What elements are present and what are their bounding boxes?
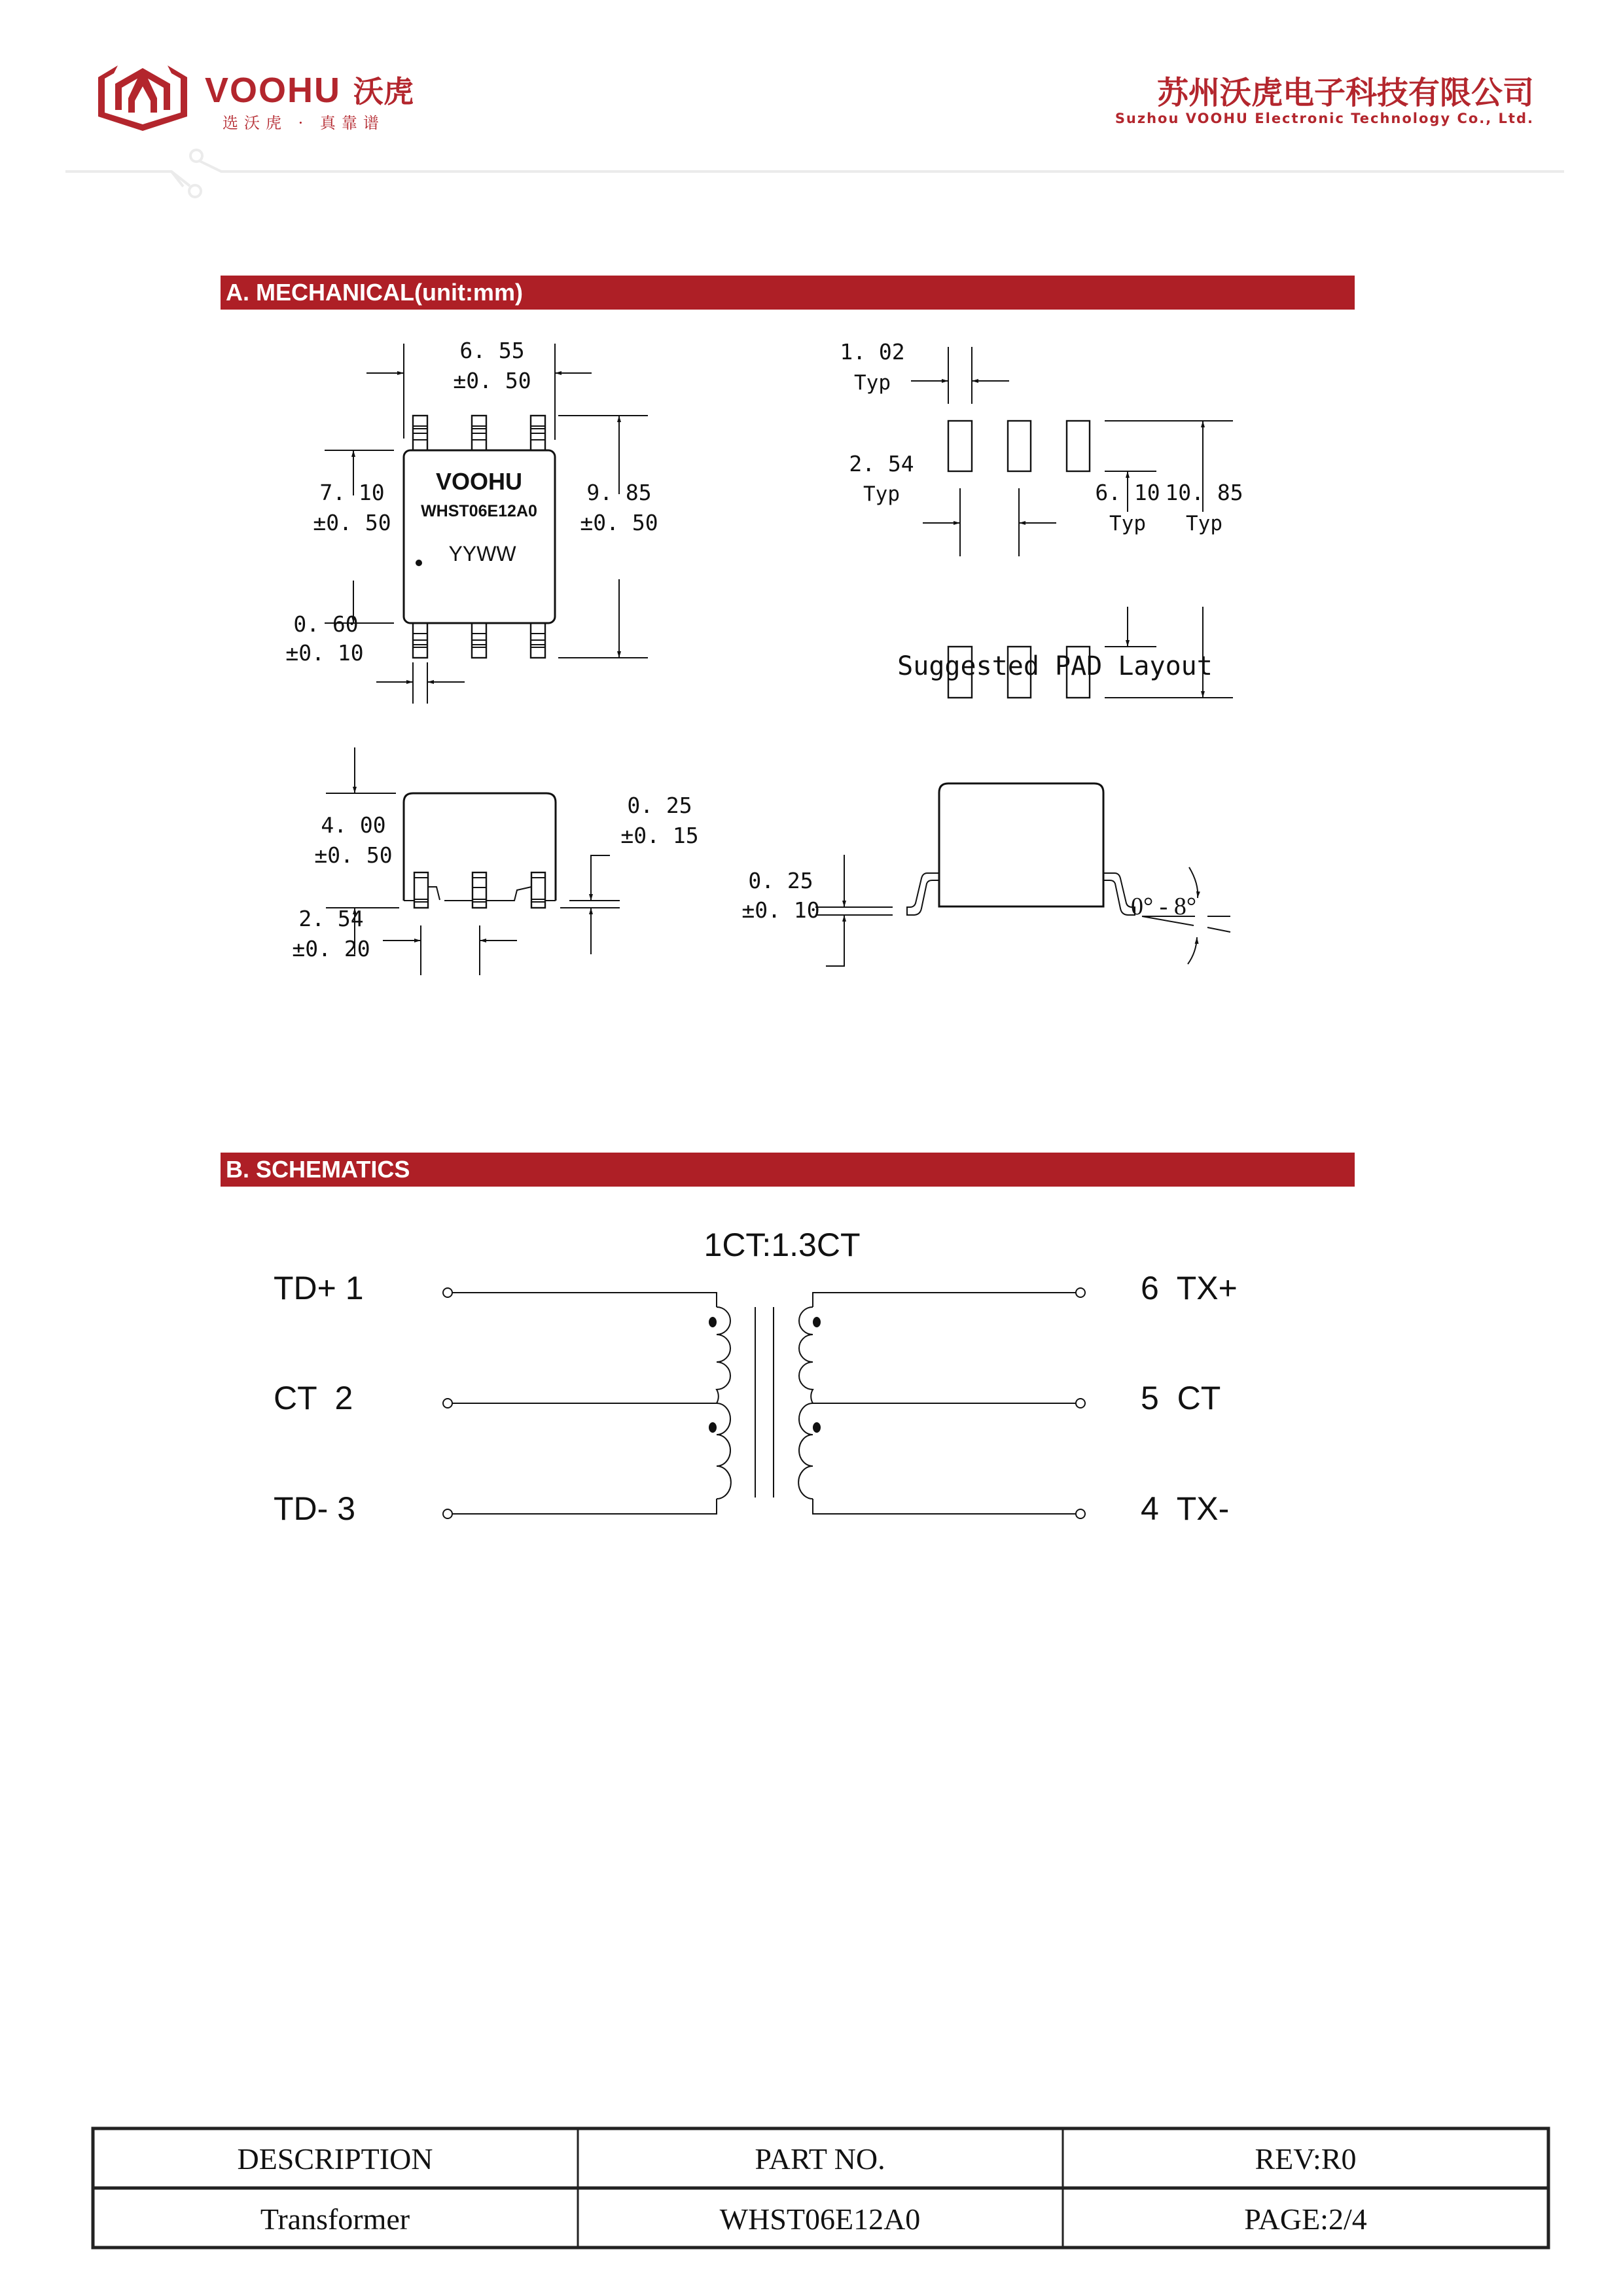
pin-label-ct-secondary: 5 CT (1141, 1380, 1221, 1416)
dim-body-height-value: 7. 10 (319, 480, 385, 505)
dim-outer-span-tol: Typ (1186, 512, 1222, 535)
dim-angle: 0° - 8° (1130, 893, 1197, 920)
terminal-3 (443, 1509, 452, 1518)
pad (948, 421, 972, 471)
header-divider (65, 150, 1564, 197)
value-page: PAGE:2/4 (1244, 2202, 1367, 2236)
secondary-winding (798, 1288, 1085, 1518)
top-pins (413, 416, 545, 450)
side-view-drawing (292, 747, 698, 975)
pad (1008, 421, 1031, 471)
dim-width-tol: ±0. 50 (453, 368, 531, 393)
pad (1067, 421, 1090, 471)
dim-overall-height-value: 9. 85 (586, 480, 652, 505)
end-view-drawing (741, 783, 1230, 966)
pin-label-tx-plus: 6 TX+ (1141, 1270, 1238, 1306)
company-name-cn: 苏州沃虎电子科技有限公司 (1156, 75, 1534, 111)
dim-body-height-tol: ±0. 50 (313, 510, 391, 535)
terminal-4 (1076, 1509, 1085, 1518)
dim-inner-span-tol: Typ (1109, 512, 1146, 535)
header-part-no: PART NO. (755, 2142, 885, 2176)
polarity-dot (813, 1317, 821, 1327)
primary-winding (443, 1288, 731, 1518)
pin-label-tx-minus: 4 TX- (1141, 1490, 1230, 1527)
header-description: DESCRIPTION (237, 2142, 433, 2176)
footer-table (93, 2128, 1548, 2248)
pin-label-td-plus: TD+ 1 (274, 1270, 364, 1306)
company-header (65, 65, 1564, 197)
left-lead (907, 873, 939, 915)
dim-pin-width-value: 0. 60 (293, 611, 359, 637)
marking-brand: VOOHU (435, 468, 523, 495)
section-title: B. SCHEMATICS (226, 1156, 410, 1183)
dim-pitch-tol: Typ (863, 482, 900, 506)
pin-label-ct-primary: CT 2 (274, 1380, 353, 1416)
transformer-core (755, 1307, 774, 1498)
right-lead (1103, 873, 1135, 915)
dim-pitch-value: 2. 54 (849, 451, 914, 476)
value-description: Transformer (260, 2202, 410, 2236)
marking-date: YYWW (448, 542, 516, 565)
dim-overall-height-tol: ±0. 50 (580, 510, 658, 535)
pad-layout-drawing (840, 339, 1243, 698)
section-title: A. MECHANICAL(unit:mm) (226, 279, 523, 306)
schematic-diagram (274, 1227, 1238, 1527)
pin1-dot (416, 560, 422, 566)
section-schematics-header (221, 1153, 1355, 1187)
polarity-dot (813, 1422, 821, 1433)
voohu-logo-icon (98, 65, 187, 131)
polarity-dot (709, 1317, 717, 1327)
dim-pin-width-tol: ±0. 10 (285, 640, 364, 666)
pad-layout-caption: Suggested PAD Layout (897, 651, 1213, 681)
header-revision: REV:R0 (1255, 2142, 1357, 2176)
dim-lead-thickness-tol: ±0. 10 (741, 897, 820, 923)
terminal-2 (443, 1399, 452, 1408)
turns-ratio: 1CT:1.3CT (704, 1227, 861, 1263)
polarity-dot (709, 1422, 717, 1433)
brand-slogan: 选沃虎 · 真靠谱 (223, 114, 385, 132)
value-part-no: WHST06E12A0 (719, 2202, 921, 2236)
brand-name: VOOHU (205, 71, 342, 110)
dim-pad-width-value: 1. 02 (840, 339, 905, 365)
dim-lead-thickness-value: 0. 25 (748, 868, 813, 893)
dim-inner-span-value: 6. 10 (1095, 480, 1160, 505)
dim-pad-width-tol: Typ (854, 371, 891, 395)
company-name-en: Suzhou VOOHU Electronic Technology Co., Ltd. (1115, 111, 1534, 126)
section-mechanical-header (221, 276, 1355, 310)
brand-name-cn: 沃虎 (353, 74, 414, 109)
terminal-6 (1076, 1288, 1085, 1297)
terminal-1 (443, 1288, 452, 1297)
package-body-side (404, 793, 556, 901)
dim-standoff-value: 0. 25 (627, 793, 692, 818)
package-body-end (939, 783, 1103, 906)
dim-outer-span-value: 10. 85 (1165, 480, 1243, 505)
marking-part: WHST06E12A0 (421, 502, 537, 520)
dim-side-pitch-value: 2. 54 (298, 906, 364, 931)
dim-standoff-tol: ±0. 15 (620, 823, 699, 848)
dim-height-tol: ±0. 50 (314, 842, 393, 868)
bottom-pins (413, 623, 545, 658)
dim-width-value: 6. 55 (459, 338, 525, 363)
pin-label-td-minus: TD- 3 (274, 1490, 355, 1527)
terminal-5 (1076, 1399, 1085, 1408)
top-view-drawing (285, 338, 658, 704)
dim-side-pitch-tol: ±0. 20 (292, 936, 370, 961)
dim-height-value: 4. 00 (321, 812, 386, 838)
